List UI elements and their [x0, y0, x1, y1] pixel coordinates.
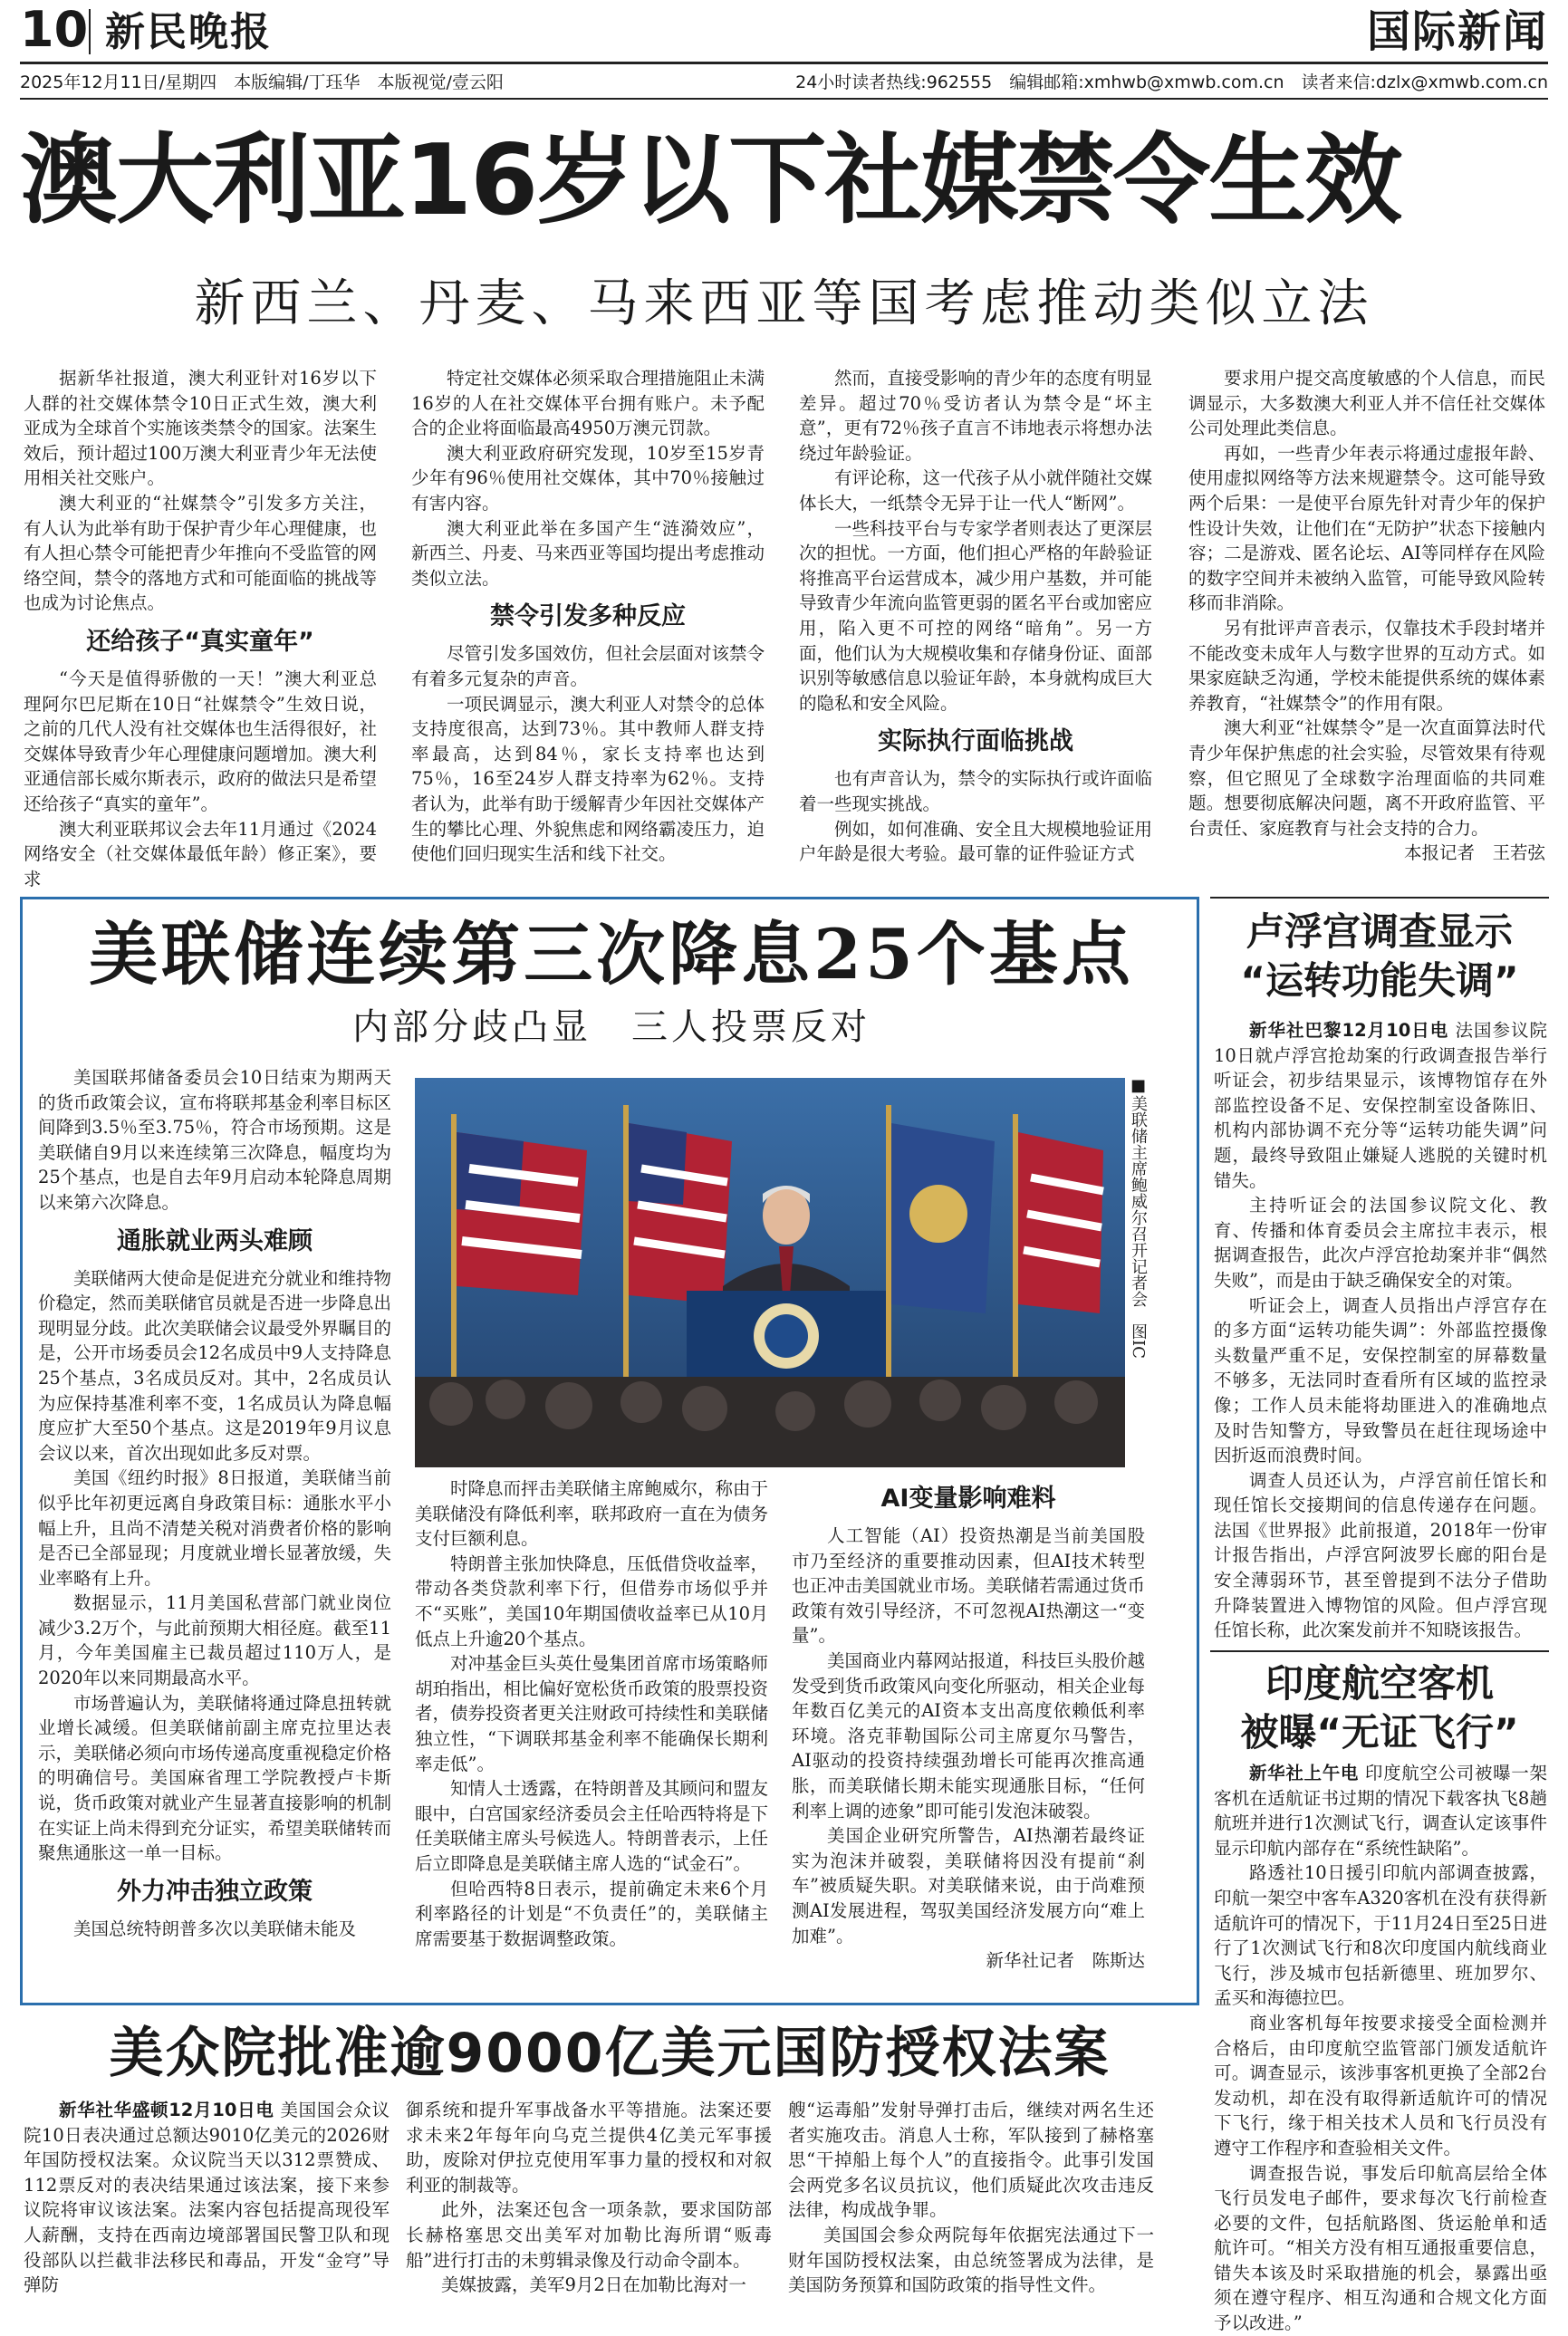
paragraph: 尽管引发多国效仿，但社会层面对该禁令有着多元复杂的声音。 [411, 643, 765, 689]
story2-column-1 [38, 1065, 391, 1989]
byline: 本报记者 王若弦 [1403, 842, 1545, 864]
paragraph: 澳大利亚的“社媒禁令”引发多方关注，有人认为此举有助于保护青少年心理健康，也有人担心禁令可能把青少年推向不受监管的网络空间，禁令的落地方式和可能面临的挑战等也成为讨论焦点。 [24, 492, 378, 614]
paragraph: 然而，直接受影响的青少年的态度有明显差异。超过70％受访者认为禁令是“坏主意”，更有72％孩子直言不讳地表示将想办法绕过年龄验证。 [799, 368, 1153, 464]
date-line: 2025年12月11日/星期四 本版编辑/丁珏华 本版视觉/壹云阳 [20, 72, 504, 92]
paragraph: “今天是值得骄傲的一天！”澳大利亚总理阿尔巴尼斯在10日“社媒禁令”生效日说，之前的几代人没有社交媒体也生活得很好，社交媒体导致青少年心理健康问题增加。澳大利亚通信部长威尔斯表示，政府的做法只是希望还给孩子“真实的童年”。 [24, 668, 378, 814]
paragraph: 商业客机每年按要求接受全面检测并合格后，由印度航空监管部门颁发适航许可。调查显示，该涉事客机更换了全部2台发动机，却在没有取得新适航许可的情况下飞行，缘于相关技术人员和飞行员没有遵守工作程序和查验相关文件。 [1214, 2012, 1547, 2158]
paragraph: 印度航空公司被曝一架客机在适航证书过期的情况下载客执飞8趟航班并进行1次测试飞行，调查认定该事件显示印航内部存在“系统性缺陷”。 [1214, 1763, 1547, 1859]
story5-column-2 [406, 2098, 772, 2315]
sidebar-rule [1210, 1650, 1549, 1652]
story2-column-3 [792, 1473, 1145, 1989]
story4-body [1214, 1761, 1547, 2334]
paragraph: 艘“运毒船”发射导弹打击后，继续对两名生还者实施攻击。消息人士称，军队接到了赫格塞思“干掉船上每个人”的直接指令。此事引发国会两党多名议员抗议，他们质疑此次攻击违反法律，构成战争罪。 [788, 2100, 1154, 2221]
paragraph: 澳大利亚联邦议会去年11月通过《2024网络安全（社交媒体最低年龄）修正案》，要求 [24, 818, 377, 889]
paragraph: 数据显示，11月美国私营部门就业岗位减少3.2万个，与此前预期大相径庭。截至11月，今年美国雇主已裁员超过110万人，是2020年以来同期最高水平。 [38, 1592, 391, 1689]
paragraph: 美国企业研究所警告，AI热潮若最终证实为泡沫并破裂，美联储将因没有提前“刹车”被质疑失职。对美联储来说，由于尚难预测AI发展进程，驾驭美国经济发展方向“难上加难”。 [792, 1825, 1145, 1947]
paragraph: 对冲基金巨头英仕曼集团首席市场策略师胡珀指出，相比偏好宽松货币政策的股票投资者，债券投资者更关注财政可持续性和美联储独立性，“下调联邦基金利率不能确保长期利率走低”。 [415, 1653, 769, 1774]
subhead: 还给孩子“真实童年” [86, 627, 314, 656]
paragraph: 美联储两大使命是促进充分就业和维持物价稳定，然而美联储官员就是否进一步降息出现明显分歧。此次美联储会议最受外界瞩目的是，公开市场委员会12名成员中9人支持降息25个基点，3名成员反对。其中，2名成员认为应保持基准利率不变，1名成员认为降息幅度应扩大至50个基点。这是2019年9月议息会议以来，首次出现如此多反对票。 [38, 1267, 392, 1464]
photo-caption: ■美联储主席鲍威尔召开记者会 图IC [1129, 1076, 1148, 1359]
masthead-rule-bottom [20, 98, 1548, 100]
paragraph: 听证会上，调查人员指出卢浮宫存在的多方面“运转功能失调”：外部监控摄像头数量严重不足，安保控制室的屏幕数量不够多，无法同时查看所有区域的监控录像；工作人员未能将劫匪进入的准确地点及时告知警方，导致警员在赶往现场途中因折返而浪费时间。 [1214, 1294, 1547, 1466]
paragraph: 但哈西特8日表示，提前确定未来6个月利率路径的计划是“不负责任”的，美联储主席需要基于数据调整政策。 [415, 1878, 768, 1949]
paragraph: 据新华社报道，澳大利亚针对16岁以下人群的社交媒体禁令10日正式生效，澳大利亚成为全球首个实施该类禁令的国家。法案生效后，预计超过100万澳大利亚青少年无法使用相关社交账户。 [24, 368, 378, 489]
dateline: 新华社华盛顿12月10日电 [59, 2100, 274, 2120]
paragraph: 另有批评声音表示，仅靠技术手段封堵并不能改变未成年人与数字世界的互动方式。如果家庭缺乏沟通，学校未能提供系统的媒体素养教育，“社媒禁令”的作用有限。 [1188, 617, 1545, 714]
paragraph: 人工智能（AI）投资热潮是当前美国股市乃至经济的重要推动因素，但AI技术转型也正冲击美国就业市场。美联储若需通过货币政策有效引导经济，不可忽视AI热潮这一“变量”。 [792, 1525, 1146, 1647]
page-number: 10 [20, 1, 89, 58]
headline-australia: 澳大利亚16岁以下社媒禁令生效 [20, 124, 1401, 237]
story2-column-2 [415, 1476, 768, 1989]
paragraph: 美国《纽约时报》8日报道，美联储当前似乎比年初更远离自身政策目标：通胀水平小幅上升，且尚不清楚关税对消费者价格的影响是否已全部显现；月度就业增长显著放缓，失业率略有上升。 [38, 1467, 392, 1589]
paragraph: 路透社10日援引印航内部调查披露，印航一架空中客车A320客机在没有获得新适航许可的情况下，于11月24日至25日进行了1次测试飞行和8次印度国内航线商业飞行，涉及城市包括新德里、班加罗尔、孟买和海德拉巴。 [1214, 1862, 1547, 2009]
story5-column-3 [788, 2098, 1154, 2315]
subhead: 实际执行面临挑战 [878, 727, 1073, 756]
paragraph: 美国国会参众两院每年依据宪法通过下一财年国防授权法案，由总统签署成为法律，是美国防务预算和国防政策的指导性文件。 [788, 2224, 1154, 2296]
paragraph: 有评论称，这一代孩子从小就伴随社交媒体长大，一纸禁令无异于让一代人“断网”。 [799, 467, 1153, 514]
paragraph: 美国联邦储备委员会10日结束为期两天的货币政策会议，宣布将联邦基金利率目标区间降到3.5％至3.75％，符合市场预期。这是美联储自9月以来连续第三次降息，幅度均为25个基点，也是自去年9月启动本轮降息周期以来第六次降息。 [38, 1067, 392, 1213]
paragraph: 一些科技平台与专家学者则表达了更深层次的担忧。一方面，他们担心严格的年龄验证将推高平台运营成本，减少用户基数，并可能导致青少年流向监管更弱的匿名平台或加密应用，陷入更不可控的网络“暗角”。另一方面，他们认为大规模收集和存储身份证、面部识别等敏感信息以验证年龄，本身就构成巨大的隐私和安全风险。 [799, 517, 1153, 714]
masthead-divider [89, 9, 91, 54]
subhead: 外力冲击独立政策 [117, 1877, 313, 1906]
subhead: 禁令引发多种反应 [490, 602, 686, 631]
paragraph: 特定社交媒体必须采取合理措施阻止未满16岁的人在社交媒体平台拥有账户。未予配合的企业将面临最高4950万澳元罚款。 [411, 368, 765, 439]
powell-press-photo [415, 1078, 1125, 1467]
section-title: 国际新闻 [1366, 6, 1548, 57]
headline-india: 印度航空客机 被曝“无证飞行” [1240, 1661, 1519, 1754]
contact-line: 24小时读者热线:962555 编辑邮箱:xmhwb@xmwb.com.cn 读者来信:dzlx@xmwb.com.cn [795, 72, 1548, 92]
paragraph: 再如，一些青少年表示将通过虚报年龄、使用虚拟网络等方法来规避禁令。这可能导致两个后果：一是使平台原先针对青少年的保护性设计失效，让他们在“无防护”状态下接触内容；二是游戏、匿名论坛、AI等同样存在风险的数字空间并未被纳入监管，可能导致风险转移而非消除。 [1188, 442, 1545, 614]
paragraph: 也有声音认为，禁令的实际执行或许面临着一些现实挑战。 [799, 768, 1153, 814]
subheadline-fed: 内部分歧凸显 三人投票反对 [352, 1006, 871, 1048]
paragraph: 市场普遍认为，美联储将通过降息扭转就业增长减缓。但美联储前副主席克拉里达表示，美联储必须向市场传递高度重视稳定价格的明确信号。美国麻省理工学院教授卢卡斯说，货币政策对就业产生显著直接影响的机制在实证上尚未得到充分证实，希望美联储转而聚焦通胀这一单一目标。 [38, 1692, 392, 1864]
subhead: AI变量影响难料 [880, 1485, 1056, 1513]
story1-column-2 [411, 366, 765, 884]
paragraph: 知情人士透露，在特朗普及其顾问和盟友眼中，白宫国家经济委员会主任哈西特将是下任美联储主席头号候选人。特朗普表示，上任后立即降息是美联储主席人选的“试金石”。 [415, 1778, 769, 1874]
headline-ndaa: 美众院批准逾9000亿美元国防授权法案 [109, 2022, 1111, 2085]
headline-fed: 美联储连续第三次降息25个基点 [89, 914, 1134, 995]
paragraph: 例如，如何准确、安全且大规模地验证用户年龄是很大考验。最可靠的证件验证方式 [799, 818, 1153, 865]
dateline: 新华社巴黎12月10日电 [1249, 1020, 1449, 1041]
paragraph: 澳大利亚此举在多国产生“涟漪效应”，新西兰、丹麦、马来西亚等国均提出考虑推动类似立法。 [411, 517, 765, 589]
paragraph: 澳大利亚政府研究发现，10岁至15岁青少年有96％使用社交媒体，其中70％接触过有害内容。 [411, 442, 765, 514]
paragraph: 美媒披露，美军9月2日在加勒比海对一 [441, 2274, 746, 2296]
paragraph: 调查人员还认为，卢浮宫前任馆长和现任馆长交接期间的信息传递存在问题。法国《世界报》此前报道，2018年一份审计报告指出，卢浮宫阿波罗长廊的阳台是安全薄弱环节，甚至曾提到不法分子借助升降装置进入博物馆的风险。但卢浮宫现任馆长称，此次案发前并不知晓该报告。 [1214, 1469, 1547, 1641]
masthead-rule [20, 62, 1548, 64]
subhead: 通胀就业两头难顾 [117, 1226, 313, 1255]
paragraph: 要求用户提交高度敏感的个人信息，而民调显示，大多数澳大利亚人并不信任社交媒体公司处理此类信息。 [1188, 368, 1545, 439]
paper-logo: 新民晚报 [105, 9, 272, 55]
paragraph: 美国国会众议院10日表决通过总额达9010亿美元的2026财年国防授权法案。众议院当天以312票赞成、112票反对的表决结果通过该法案，接下来参议院将审议该法案。法案内容包括提高现役军人薪酬，支持在西南边境部署国民警卫队和现役部队以拦截非法移民和毒品，开发“金穹”导弹防 [24, 2100, 390, 2296]
story1-column-3 [799, 366, 1152, 884]
story3-body [1214, 1018, 1547, 1643]
story1-column-4 [1188, 366, 1545, 884]
byline: 新华社记者 陈斯达 [986, 1950, 1145, 1972]
paragraph: 御系统和提升军事战备水平等措施。法案还要求未来2年每年向乌克兰提供4亿美元军事援助，废除对伊拉克使用军事力量的授权和对叙利亚的制裁等。 [406, 2100, 772, 2196]
story1-column-1 [24, 366, 378, 889]
headline-louvre: 卢浮宫调查显示 “运转功能失调” [1240, 909, 1519, 1003]
story5-column-1 [24, 2098, 390, 2315]
sidebar-rule [1210, 897, 1549, 899]
paragraph: 美国商业内幕网站报道，科技巨头股价越发受到货币政策风向变化所驱动，相关企业每年数百亿美元的AI资本支出高度依赖低利率环境。洛克菲勒国际公司主席夏尔马警告，AI驱动的投资持续强劲增长可能再次推高通胀，而美联储长期未能实现通胀目标，“任何利率上调的迹象”即可能引发泡沫破裂。 [792, 1649, 1146, 1822]
paragraph: 澳大利亚“社媒禁令”是一次直面算法时代青少年保护焦虑的社会实验，尽管效果有待观察，但它照见了全球数字治理面临的共同难题。想要彻底解决问题，离不开政府监管、平台责任、家庭教育与社会支持的合力。 [1188, 717, 1545, 839]
paragraph: 一项民调显示，澳大利亚人对禁令的总体支持度很高，达到73％。其中教师人群支持率最高，达到84％，家长支持率也达到75％，16至24岁人群支持率为62％。支持者认为，此举有助于缓解青少年因社交媒体产生的攀比心理、外貌焦虑和网络霸凌压力，迫使他们回归现实生活和线下社交。 [411, 693, 765, 865]
paragraph: 特朗普主张加快降息，压低借贷收益率，带动各类贷款利率下行，但借券市场似乎并不“买账”，美国10年期国债收益率已从10月低点上升逾20个基点。 [415, 1553, 769, 1649]
paragraph: 时降息而抨击美联储主席鲍威尔，称由于美联储没有降低利率，联邦政府一直在为债务支付巨额利息。 [415, 1478, 769, 1550]
paragraph: 调查报告说，事发后印航高层给全体飞行员发电子邮件，要求每次飞行前检查必要的文件，包括航路图、货运舱单和适航许可。“相关方没有相互通报重要信息，错失本该及时采取措施的机会，暴露出亟须在遵守程序、相互沟通和合规文化方面予以改进。” [1214, 2162, 1547, 2334]
subheadline-australia: 新西兰、丹麦、马来西亚等国考虑推动类似立法 [194, 274, 1374, 333]
dateline: 新华社上午电 [1249, 1763, 1360, 1783]
paragraph: 美国总统特朗普多次以美联储未能及 [73, 1918, 357, 1939]
paragraph: 此外，法案还包含一项条款，要求国防部长赫格塞思交出美军对加勒比海所谓“贩毒船”进行打击的未剪辑录像及行动命令副本。 [406, 2199, 772, 2271]
paragraph: 法国参议院10日就卢浮宫抢劫案的行政调查报告举行听证会，初步结果显示，该博物馆存在外部监控设备不足、安保控制室设备陈旧、机构内部协调不充分等“运转功能失调”问题，最终导致阻止嫌疑人逃脱的关键时机错失。 [1214, 1020, 1547, 1191]
paragraph: 主持听证会的法国参议院文化、教育、传播和体育委员会主席拉丰表示，根据调查报告，此次卢浮宫抢劫案并非“偶然失败”，而是由于缺乏确保安全的对策。 [1214, 1195, 1547, 1291]
